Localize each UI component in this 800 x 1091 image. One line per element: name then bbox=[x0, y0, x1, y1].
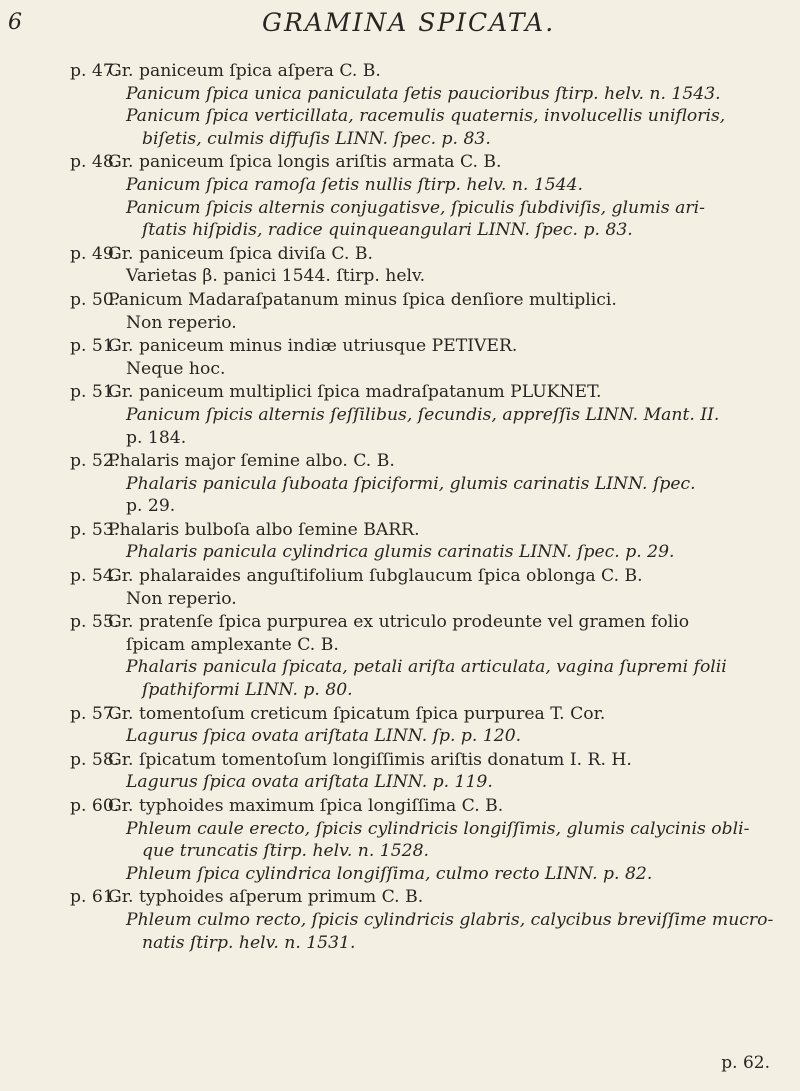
entry-number: p. 48. bbox=[70, 152, 120, 173]
entry-line: Gr. paniceum ſpica aſpera C. B. bbox=[108, 61, 381, 81]
entry-line: p. 29. bbox=[126, 496, 176, 517]
synonym-line: Phalaris panicula cylindrica glumis carinatis LINN. ſpec. p. 29. bbox=[126, 542, 675, 563]
catchword: p. 62. bbox=[721, 1053, 770, 1073]
entry-number: p. 60. bbox=[70, 796, 120, 816]
entry-line: ſpicam amplexante C. B. bbox=[126, 634, 339, 655]
entry-number: p. 58. bbox=[70, 749, 120, 770]
entry-number: p. 47. bbox=[70, 61, 120, 81]
entry bbox=[70, 703, 784, 748]
synonym-line: ſtatis hiſpidis, radice quinqueangulari LINN. ſpec. p. 83. bbox=[142, 220, 633, 241]
entry bbox=[70, 749, 784, 794]
entry-line: Gr. paniceum ſpica diviſa C. B. bbox=[108, 243, 373, 264]
entry-line: Gr. ſpicatum tomentoſum longiſſimis ariſtis donatum I. R. H. bbox=[108, 749, 632, 770]
entry-number: p. 57. bbox=[70, 703, 120, 724]
synonym-line: Panicum ſpica verticillata, racemulis quaternis, involucellis unifloris, bbox=[126, 106, 726, 127]
synonym-line: que truncatis ſtirp. helv. n. 1528. bbox=[142, 841, 429, 862]
running-title: GRAMINA SPICATA. bbox=[262, 8, 556, 37]
entry-line: Panicum Madaraſpatanum minus ſpica denſiore multiplici. bbox=[108, 289, 617, 310]
entry bbox=[70, 243, 784, 288]
entry-number: p. 55. bbox=[70, 612, 120, 633]
synonym-line: Panicum ſpica unica paniculata ſetis paucioribus ſtirp. helv. n. 1543. bbox=[126, 83, 721, 104]
entry bbox=[70, 335, 784, 380]
entry-line: Gr. typhoides maximum ſpica longiſſima C. B. bbox=[108, 796, 504, 816]
entry-line: Gr. pratenſe ſpica purpurea ex utriculo prodeunte vel gramen folio bbox=[108, 612, 690, 633]
entry-number: p. 52. bbox=[70, 451, 120, 472]
synonym-line: Phleum caule erecto, ſpicis cylindricis longiſſimis, glumis calycinis obli- bbox=[126, 818, 750, 839]
entry-line: Non reperio. bbox=[126, 588, 237, 609]
synonym-line: ſpathiformi LINN. p. 80. bbox=[142, 680, 353, 701]
synonym-line: biſetis, culmis diffuſis LINN. ſpec. p. 83. bbox=[142, 128, 491, 149]
synonym-line: natis ſtirp. helv. n. 1531. bbox=[142, 932, 356, 953]
entry bbox=[70, 611, 784, 701]
entry-number: p. 53. bbox=[70, 519, 120, 540]
entry-line: Gr. tomentoſum creticum ſpicatum ſpica purpurea T. Cor. bbox=[108, 703, 606, 724]
entry bbox=[70, 450, 784, 518]
entry bbox=[70, 60, 784, 150]
page-number: 6 bbox=[8, 10, 22, 35]
entry-line: Gr. typhoides aſperum primum C. B. bbox=[108, 887, 424, 908]
entry-line: p. 184. bbox=[126, 427, 187, 448]
entry-number: p. 54. bbox=[70, 566, 120, 587]
synonym-line: Phalaris panicula ſpicata, petali ariſta articulata, vagina ſupremi folii bbox=[126, 657, 727, 678]
synonym-line: Phalaris panicula ſuboata ſpiciformi, glumis carinatis LINN. ſpec. bbox=[126, 473, 696, 494]
entry bbox=[70, 519, 784, 564]
entry-number: p. 50. bbox=[70, 289, 120, 310]
entry-line: Phalaris bulboſa albo ſemine BARR. bbox=[108, 519, 420, 540]
entry-line: Non reperio. bbox=[126, 312, 237, 333]
running-header bbox=[0, 6, 800, 46]
synonym-line: Phleum ſpica cylindrica longiſſima, culmo recto LINN. p. 82. bbox=[126, 863, 653, 884]
entry-line: Phalaris major ſemine albo. C. B. bbox=[108, 451, 395, 472]
entry-line: Gr. paniceum ſpica longis ariſtis armata C. B. bbox=[108, 152, 502, 173]
synonym-line: Panicum ſpicis alternis ſeſſilibus, ſecundis, appreſſis LINN. Mant. II. bbox=[126, 404, 720, 425]
entry-number: p. 49. bbox=[70, 243, 120, 264]
entry-line: Gr. paniceum minus indiæ utriusque PETIVER. bbox=[108, 336, 518, 357]
entry-line: Gr. phalaraides anguſtifolium ſubglaucum ſpica oblonga C. B. bbox=[108, 566, 643, 587]
entry bbox=[70, 289, 784, 334]
synonym-line: Lagurus ſpica ovata ariſtata LINN. p. 119. bbox=[126, 772, 493, 793]
entry bbox=[70, 565, 784, 610]
entry-line: Gr. paniceum multiplici ſpica madraſpatanum PLUKNET. bbox=[108, 382, 602, 403]
entry-number: p. 51. bbox=[70, 382, 120, 403]
entry-number: p. 51. bbox=[70, 336, 120, 357]
synonym-line: Panicum ſpica ramoſa ſetis nullis ſtirp. helv. n. 1544. bbox=[126, 174, 584, 195]
entry bbox=[70, 381, 784, 449]
entry bbox=[70, 886, 784, 954]
entry-line: Varietas β. panici 1544. ſtirp. helv. bbox=[126, 266, 426, 287]
entry-list bbox=[70, 60, 784, 955]
entry bbox=[70, 795, 784, 885]
synonym-line: Panicum ſpicis alternis conjugatisve, ſpiculis ſubdiviſis, glumis ari- bbox=[126, 197, 705, 218]
synonym-line: Phleum culmo recto, ſpicis cylindricis glabris, calycibus breviſſime mucro- bbox=[126, 909, 774, 930]
entry bbox=[70, 151, 784, 241]
synonym-line: Lagurus ſpica ovata ariſtata LINN. ſp. p. 120. bbox=[126, 726, 522, 747]
entry-number: p. 61. bbox=[70, 887, 120, 908]
entry-line: Neque hoc. bbox=[126, 358, 226, 379]
